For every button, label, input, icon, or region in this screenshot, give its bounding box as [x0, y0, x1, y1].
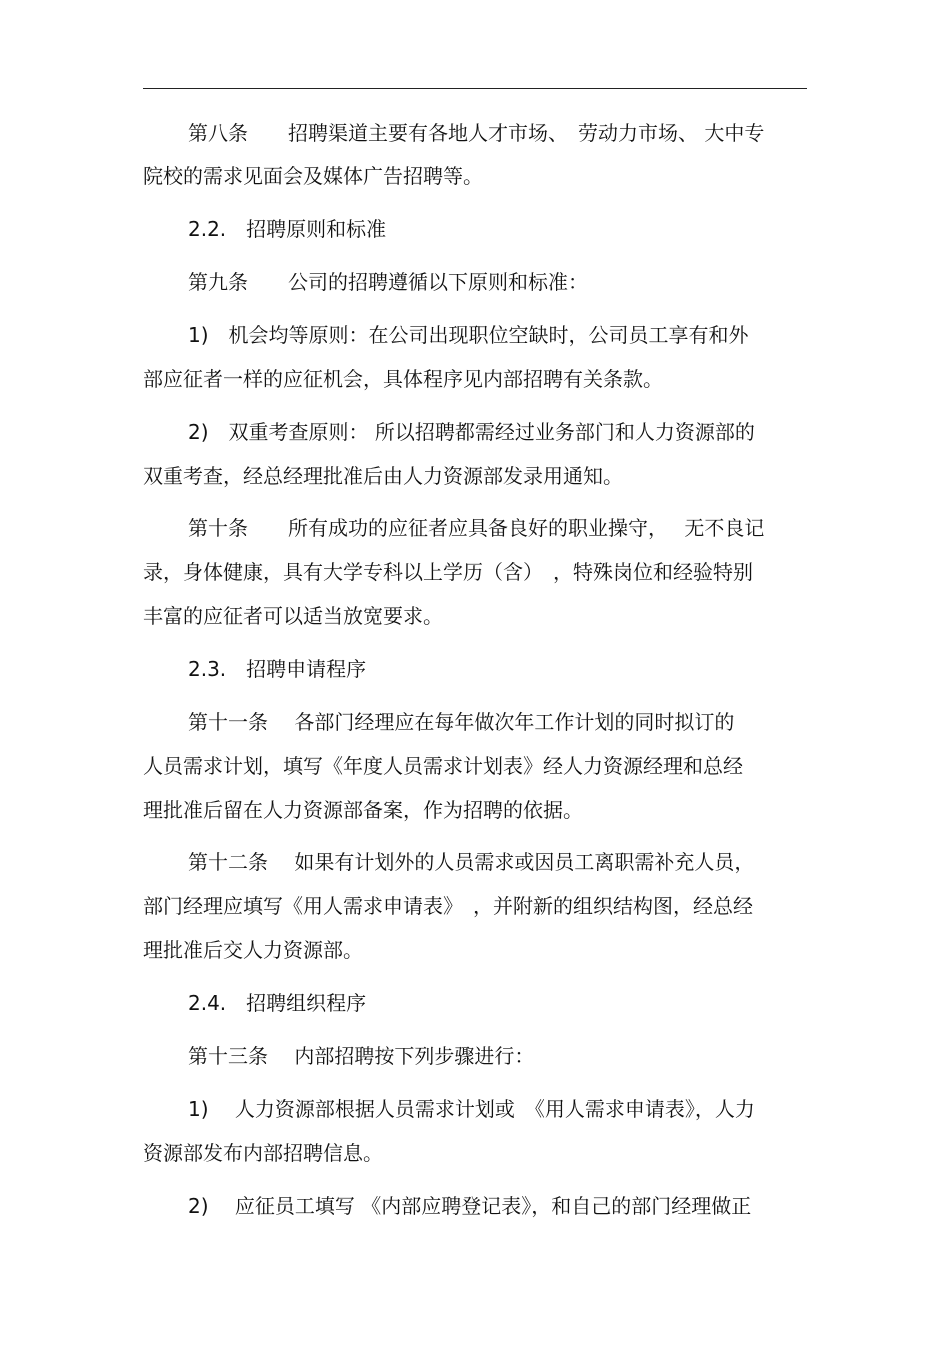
step-1-line-2: 资源部发布内部招聘信息。: [143, 1141, 383, 1165]
article-12-line-3: 理批准后交人力资源部。: [143, 938, 363, 962]
article-11-line-1: 第十一条 各部门经理应在每年做次年工作计划的同时拟订的: [188, 710, 735, 734]
article-8-line-1: 第八条 招聘渠道主要有各地人才市场、 劳动力市场、 大中专: [188, 121, 765, 145]
section-2-4-heading: 2.4. 招聘组织程序: [188, 991, 367, 1015]
article-11-line-2: 人员需求计划，填写《年度人员需求计划表》经人力资源经理和总经: [143, 754, 743, 778]
principle-2-line-2: 双重考查，经总经理批准后由人力资源部发录用通知。: [143, 464, 623, 488]
principle-2-line-1: 2) 双重考查原则： 所以招聘都需经过业务部门和人力资源部的: [188, 420, 755, 444]
step-2-line-1: 2) 应征员工填写 《内部应聘登记表》，和自己的部门经理做正: [188, 1194, 752, 1218]
article-10-line-1: 第十条 所有成功的应征者应具备良好的职业操守， 无不良记: [188, 516, 765, 540]
article-8-line-2: 院校的需求见面会及媒体广告招聘等。: [143, 164, 483, 188]
article-10-line-2: 录，身体健康，具有大学专科以上学历（含） ，特殊岗位和经验特别: [143, 560, 753, 584]
article-12-line-2: 部门经理应填写《用人需求申请表》 ，并附新的组织结构图，经总经: [143, 894, 753, 918]
article-10-line-3: 丰富的应征者可以适当放宽要求。: [143, 604, 443, 628]
article-13-line-1: 第十三条 内部招聘按下列步骤进行：: [188, 1044, 535, 1068]
section-2-2-heading: 2.2. 招聘原则和标准: [188, 217, 387, 241]
principle-1-line-2: 部应征者一样的应征机会，具体程序见内部招聘有关条款。: [143, 367, 663, 391]
principle-1-line-1: 1) 机会均等原则：在公司出现职位空缺时，公司员工享有和外: [188, 323, 749, 347]
article-9-line-1: 第九条 公司的招聘遵循以下原则和标准：: [188, 270, 588, 294]
article-12-line-1: 第十二条 如果有计划外的人员需求或因员工离职需补充人员，: [188, 850, 755, 874]
header-rule: [143, 88, 807, 89]
article-11-line-3: 理批准后留在人力资源部备案，作为招聘的依据。: [143, 798, 583, 822]
step-1-line-1: 1) 人力资源部根据人员需求计划或 《用人需求申请表》，人力: [188, 1097, 755, 1121]
section-2-3-heading: 2.3. 招聘申请程序: [188, 657, 367, 681]
